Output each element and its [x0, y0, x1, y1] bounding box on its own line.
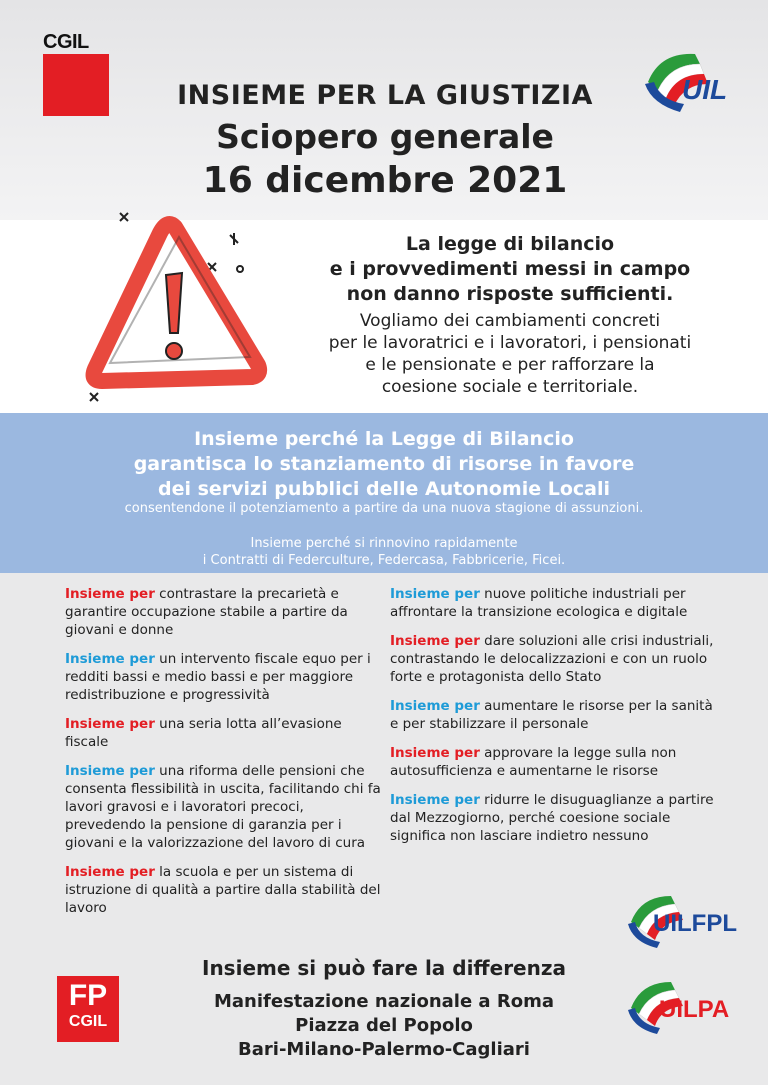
intro-bold-line: e i provvedimenti messi in campo	[329, 258, 691, 280]
demand-keyword: Insieme per	[390, 586, 480, 602]
demands-right-column	[390, 585, 720, 856]
intro-reg-line: coesione sociale e territoriale.	[381, 377, 639, 397]
demand-item	[390, 697, 720, 733]
demand-keyword: Insieme per	[390, 745, 480, 761]
demand-item	[65, 863, 385, 917]
intro-bold-line: La legge di bilancio	[405, 233, 615, 255]
demand-item	[65, 650, 385, 704]
uil-logo-text: UIL	[682, 74, 728, 105]
demand-text: una seria lotta all’evasione fiscale	[65, 716, 342, 750]
demand-item	[65, 585, 385, 639]
demand-text: approvare la legge sulla non autosufficienza e aumentarne le risorse	[390, 745, 677, 779]
demand-keyword: Insieme per	[65, 716, 155, 732]
fp-cgil-logo	[57, 976, 119, 1042]
footer-slogan: Insieme si può fare la differenza	[202, 956, 566, 980]
cgil-logo	[43, 32, 109, 116]
demand-item	[390, 791, 720, 845]
intro-reg-line: e le pensionate e per rafforzare la	[365, 355, 655, 375]
intro-bold-text	[270, 232, 750, 307]
footer-event-line: Manifestazione nazionale a Roma	[214, 991, 554, 1012]
footer-event-line: Bari-Milano-Palermo-Cagliari	[238, 1039, 530, 1060]
demand-text: una riforma delle pensioni che consenta flessibilità in uscita, facilitando chi fa lavori gravosi e i lavoratori precoci, prevedendo la pensione di garanzia per i giovani e la valorizzazione del lavoro di cura	[65, 763, 381, 851]
footer-event-line: Piazza del Popolo	[295, 1015, 473, 1036]
banner-contracts-line: Insieme perché si rinnovino rapidamente	[250, 536, 518, 551]
demand-keyword: Insieme per	[65, 651, 155, 667]
banner-sub-text: consentendone il potenziamento a partire da una nuova stagione di assunzioni.	[124, 501, 644, 516]
uilpa-logo	[625, 974, 745, 1036]
demand-keyword: Insieme per	[65, 864, 155, 880]
cgil-logo-square	[43, 54, 109, 116]
intro-reg-line: Vogliamo dei cambiamenti concreti	[359, 311, 661, 331]
banner-contracts-text	[0, 535, 768, 569]
uilfpl-logo	[625, 888, 745, 950]
demand-item	[65, 715, 385, 751]
banner-bold-text	[0, 427, 768, 502]
demand-keyword: Insieme per	[390, 633, 480, 649]
demand-text: dare soluzioni alle crisi industriali, contrastando le delocalizzazioni e con un ruolo forte e protagonista dello Stato	[390, 633, 714, 685]
demand-keyword: Insieme per	[65, 586, 155, 602]
demand-keyword: Insieme per	[390, 698, 480, 714]
demand-item	[390, 744, 720, 780]
demand-item	[65, 762, 385, 852]
demand-keyword: Insieme per	[390, 792, 480, 808]
fp-logo-top: FP	[68, 979, 108, 1012]
intro-reg-line: per le lavoratrici e i lavoratori, i pensionati	[328, 333, 692, 353]
fp-logo-bottom: CGIL	[68, 1013, 108, 1030]
demand-item	[390, 585, 720, 621]
demand-text: la scuola e per un sistema di istruzione di qualità a partire dalla stabilità del lavoro	[65, 864, 381, 916]
intro-regular-text	[270, 310, 750, 398]
warning-icon	[80, 205, 280, 405]
demands-left-column	[65, 585, 385, 928]
banner-bold-line: dei servizi pubblici delle Autonomie Locali	[157, 478, 611, 500]
footer-event	[100, 990, 668, 1062]
uil-logo	[640, 42, 730, 117]
demand-text: aumentare le risorse per la sanità e per stabilizzare il personale	[390, 698, 713, 732]
banner-bold-line: garantisca lo stanziamento di risorse in favore	[133, 453, 635, 475]
banner-bold-line: Insieme perché la Legge di Bilancio	[194, 428, 574, 450]
uilpa-logo-text: UILPA	[659, 996, 730, 1023]
intro-bold-line: non danno risposte sufficienti.	[346, 283, 674, 305]
demand-keyword: Insieme per	[65, 763, 155, 779]
demand-text: contrastare la precarietà e garantire occupazione stabile a partire da giovani e donne	[65, 586, 348, 638]
headline-date: 16 dicembre 2021	[202, 160, 568, 201]
cgil-logo-text: CGIL	[43, 31, 89, 53]
demand-text: nuove politiche industriali per affrontare la transizione ecologica e digitale	[390, 586, 688, 620]
budget-banner	[0, 413, 768, 573]
banner-contracts-line: i Contratti di Federculture, Federcasa, Fabbricerie, Ficei.	[202, 553, 566, 568]
uilfpl-logo-text: UILFPL	[653, 910, 737, 937]
demand-item	[390, 632, 720, 686]
demand-text: un intervento fiscale equo per i redditi bassi e medio bassi e per maggiore redistribuzione e progressività	[65, 651, 371, 703]
headline-title: INSIEME PER LA GIUSTIZIA	[177, 80, 593, 111]
headline-strike: Sciopero generale	[216, 117, 554, 156]
demand-text: ridurre le disuguaglianze a partire dal Mezzogiorno, perché coesione sociale significa non lasciare indietro nessuno	[390, 792, 714, 844]
